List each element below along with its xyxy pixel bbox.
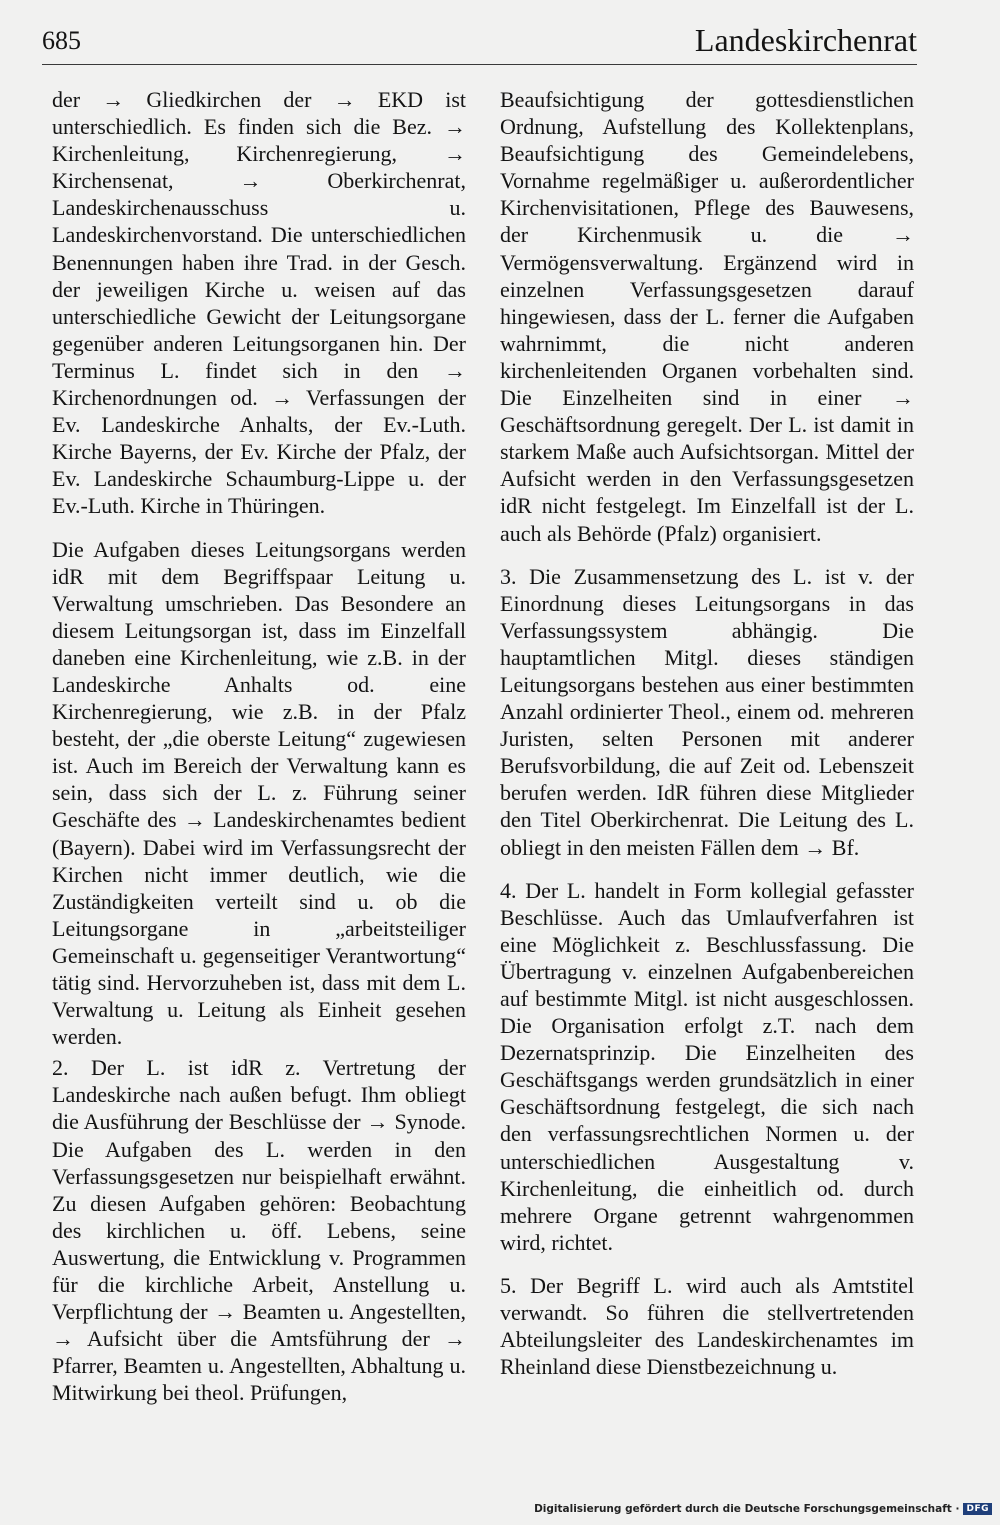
paragraph: Beaufsichtigung der gottesdienstlichen Ordnung, Aufstellung des Kollektenplans, Beaufsichtigung des Gemeindelebens, Vornahme regelmäßiger u. außerordentlicher Kirchenvisitationen, Pflege des Bauwesens, der Kirchenmusik u. die → Vermögensverwaltung. Ergänzend wird in einzelnen Verfassungsgesetzen darauf hingewiesen, dass der L. ferner die Aufgaben wahrnimmt, die nicht anderen kirchenleitenden Organen vorbehalten sind. Die Einzelheiten sind in einer → Geschäftsordnung geregelt. Der L. ist damit in starkem Maße auch Aufsichtsorgan. Mittel der Aufsicht werden in den Verfassungsgesetzen idR nicht festgelegt. Im Einzelfall ist der L. auch als Behörde (Pfalz) organisiert.	[500, 87, 914, 546]
left-column	[52, 86, 466, 1423]
page-header	[42, 18, 917, 65]
paragraph: 5. Der Begriff L. wird auch als Amtstitel verwandt. So führen die stellvertretenden Abteilungsleiter des Landeskirchenamtes im Rheinland diese Dienstbezeichnung u.	[500, 1272, 914, 1380]
running-head: Landeskirchenrat	[694, 22, 917, 58]
paragraph: 4. Der L. handelt in Form kollegial gefasster Beschlüsse. Auch das Umlaufverfahren ist eine Möglichkeit z. Beschlussfassung. Die Übertragung v. einzelnen Aufgabenbereichen auf bestimmte Mitgl. ist nicht ausgeschlossen. Die Organisation erfolgt z.T. nach dem Dezernatsprinzip. Die Einzelheiten des Geschäftsgangs werden grundsätzlich in einer Geschäftsordnung festgelegt, die sich nach den verfassungsrechtlichen Normen u. der unterschiedlichen Ausgestaltung v. Kirchenleitung, die einheitlich od. durch mehrere Organe getrennt wahrgenommen wird, richtet.	[500, 877, 914, 1255]
credit-text: Digitalisierung gefördert durch die Deutsche Forschungsgemeinschaft ·	[534, 1503, 960, 1515]
right-column	[500, 86, 914, 1396]
dfg-logo: DFG	[963, 1503, 992, 1515]
paragraph: 3. Die Zusammensetzung des L. ist v. der Einordnung dieses Leitungsorgans in das Verfassungssystem abhängig. Die hauptamtlichen Mitgl. dieses ständigen Leitungsorgans bestehen aus einer bestimmten Anzahl ordinierter Theol., einem od. mehreren Juristen, selten Personen mit anderer Berufsvorbildung, die auf Zeit od. Lebenszeit berufen werden. IdR führen diese Mitglieder den Titel Oberkirchenrat. Die Leitung des L. obliegt in den meisten Fällen dem → Bf.	[500, 563, 914, 860]
page-number: 685	[42, 26, 81, 55]
paragraph: 2. Der L. ist idR z. Vertretung der Landeskirche nach außen befugt. Ihm obliegt die Ausführung der Beschlüsse der → Synode. Die Aufgaben des L. werden in den Verfassungsgesetzen nur beispielhaft erwähnt. Zu diesen Aufgaben gehören: Beobachtung des kirchlichen u. öff. Lebens, seine Auswertung, die Entwicklung v. Programmen für die kirchliche Arbeit, Anstellung u. Verpflichtung der → Beamten u. Angestellten, → Aufsicht über die Amtsführung der → Pfarrer, Beamten u. Angestellten, Abhaltung u. Mitwirkung bei theol. Prüfungen,	[52, 1055, 466, 1406]
paragraph: der → Gliedkirchen der → EKD ist unterschiedlich. Es finden sich die Bez. → Kirchenleitung, Kirchenregierung, → Kirchensenat, → Oberkirchenrat, Landeskirchenausschuss u. Landeskirchenvorstand. Die unterschiedlichen Benennungen haben ihre Trad. in der Gesch. der jeweiligen Kirche u. weisen auf das unterschiedliche Gewicht der Leitungsorgane gegenüber anderen Leitungsorganen hin. Der Terminus L. findet sich in den → Kirchenordnungen od. → Verfassungen der Ev. Landeskirche Anhalts, der Ev.-Luth. Kirche Bayerns, der Ev. Kirche der Pfalz, der Ev. Landeskirche Schaumburg-Lippe u. der Ev.-Luth. Kirche in Thüringen.	[52, 87, 466, 519]
paragraph: Die Aufgaben dieses Leitungsorgans werden idR mit dem Begriffspaar Leitung u. Verwaltung umschrieben. Das Besondere an diesem Leitungsorgan ist, dass im Einzelfall daneben eine Kirchenleitung, wie z.B. in der Landeskirche Anhalts od. eine Kirchenregierung, wie z.B. in der Pfalz besteht, der „die oberste Leitung“ zugewiesen ist. Auch im Bereich der Verwaltung kann es sein, dass sich der L. z. Führung seiner Geschäfte des → Landeskirchenamtes bedient (Bayern). Dabei wird im Verfassungsrecht der Kirchen nicht immer deutlich, wie die Zuständigkeiten verteilt sind u. ob die Leitungsorgane in „arbeitsteiliger Gemeinschaft u. gegenseitiger Verantwortung“ tätig sind. Hervorzuheben ist, dass mit dem L. Verwaltung u. Leitung als Einheit gesehen werden.	[52, 536, 466, 1050]
digitization-credit	[534, 1503, 992, 1515]
